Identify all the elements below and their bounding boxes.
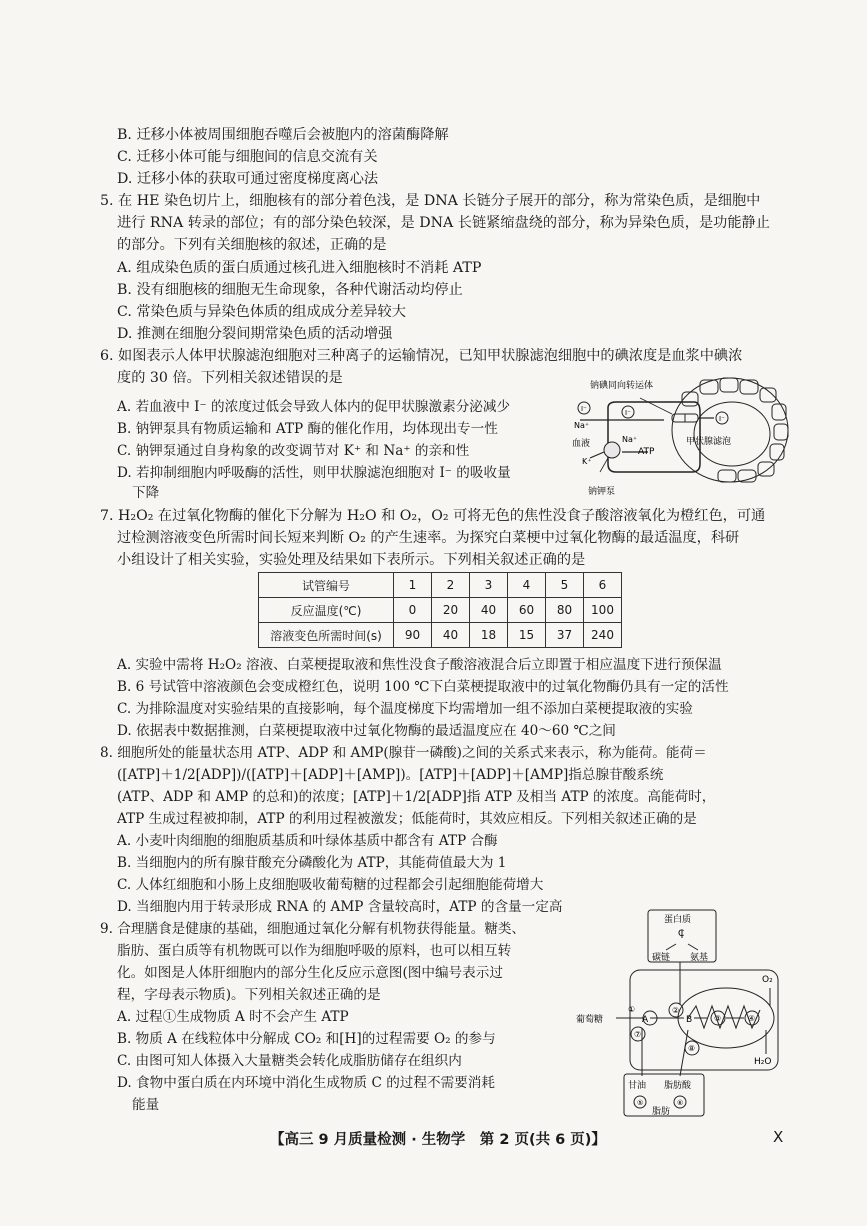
process-4-label: ④ <box>748 1014 756 1023</box>
symporter-label: 钠碘同向转运体 <box>590 381 654 391</box>
q7-stem-line-2: 过检测溶液变色所需时间长短来判断 O₂ 的产生速率。为探究白菜梗中过氧化物酶的最适温度，科研 <box>117 530 740 546</box>
q9-option-a: A. 过程①生成物质 A 时不会产生 ATP <box>117 1009 349 1025</box>
iodide-label-1: I⁻ <box>581 405 587 413</box>
table-cell: 18 <box>470 623 508 648</box>
protein-label: 蛋白质 <box>664 915 692 925</box>
q8-option-a: A. 小麦叶肉细胞的细胞质基质和叶绿体基质中都含有 ATP 合酶 <box>117 833 498 849</box>
table-cell: 240 <box>584 623 622 648</box>
fatty-acid-label: 脂肪酸 <box>664 1081 692 1091</box>
row-header: 溶液变色所需时间(s) <box>259 623 394 648</box>
q9-option-c: C. 由图可知人体摄入大量糖类会转化成脂肪储存在组织内 <box>117 1053 462 1069</box>
table-cell: 40 <box>432 623 470 648</box>
q4-option-d: D. 迁移小体的获取可通过密度梯度离心法 <box>117 171 379 187</box>
process-1-label: ① <box>628 1005 636 1014</box>
row-header: 试管编号 <box>259 573 394 598</box>
o2-label: O₂ <box>762 975 773 985</box>
q6-option-a: A. 若血液中 I⁻ 的浓度过低会导致人体内的促甲状腺激素分泌减少 <box>117 399 511 415</box>
q6-option-d: D. 若抑制细胞内呼吸酶的活性，则甲状腺滤泡细胞对 I⁻ 的吸收量 <box>117 465 511 481</box>
table-row <box>259 598 622 623</box>
table-cell: 4 <box>508 573 546 598</box>
q9-option-b: B. 物质 A 在线粒体中分解成 CO₂ 和[H]的过程需要 O₂ 的参与 <box>117 1031 496 1047</box>
table-cell: 0 <box>394 598 432 623</box>
q8-stem-line-1: 8. 细胞所处的能量状态用 ATP、ADP 和 AMP(腺苷一磷酸)之间的关系式来表示，称为能荷。能荷＝ <box>100 745 707 761</box>
q6-stem-line-1: 6. 如图表示人体甲状腺滤泡细胞对三种离子的运输情况，已知甲状腺滤泡细胞中的碘浓度是血浆中碘浓 <box>100 348 743 364</box>
q4-option-b: B. 迁移小体被周围细胞吞噬后会被胞内的溶菌酶降解 <box>117 127 449 143</box>
q6-stem-line-2: 度的 30 倍。下列相关叙述错误的是 <box>117 370 343 386</box>
process-3-label: ③ <box>714 1014 722 1023</box>
table-cell: 37 <box>546 623 584 648</box>
q6-option-b: B. 钠钾泵具有物质运输和 ATP 酶的催化作用，均体现出专一性 <box>117 421 498 437</box>
q5-option-b: B. 没有细胞核的细胞无生命现象，各种代谢活动均停止 <box>117 282 463 298</box>
table-row <box>259 623 622 648</box>
q9-stem-line-4: 程，字母表示物质)。下列相关叙述正确的是 <box>117 987 381 1003</box>
q7-option-c: C. 为排除温度对实验结果的直接影响，每个温度梯度下均需增加一组不添加白菜梗提取液的实验 <box>117 701 693 717</box>
glycerol-label: 甘油 <box>628 1081 647 1091</box>
q6-option-c: C. 钠钾泵通过自身构象的改变调节对 K⁺ 和 Na⁺ 的亲和性 <box>117 443 470 459</box>
q7-stem-line-1: 7. H₂O₂ 在过氧化物酶的催化下分解为 H₂O 和 O₂，O₂ 可将无色的焦性没食子酸溶液氧化为橙红色，可通 <box>100 508 766 524</box>
q8-stem-line-3: (ATP、ADP 和 AMP 的总和)的浓度；[ATP]＋1/2[ADP]指 ATP 及相当 ATP 的浓度。高能荷时， <box>117 789 716 805</box>
q7-option-d: D. 依据表中数据推测，白菜梗提取液中过氧化物酶的最适温度应在 40～60 ℃之间 <box>117 723 616 739</box>
atp-label: ATP <box>638 447 655 457</box>
table-cell: 40 <box>470 598 508 623</box>
iodide-label-2: I⁻ <box>625 409 631 417</box>
table-row <box>259 573 622 598</box>
thyroid-transport-figure <box>560 372 792 500</box>
table-cell: 80 <box>546 598 584 623</box>
version-mark: X <box>773 1128 784 1146</box>
q7-stem-line-3: 小组设计了相关实验，实验处理及结果如下表所示。下列相关叙述正确的是 <box>117 552 586 568</box>
q8-stem-line-2: ([ATP]＋1/2[ADP])/([ATP]＋[ADP]＋[AMP])。[ATP]＋[ADP]＋[AMP]指总腺苷酸系统 <box>117 767 664 783</box>
page-footer: 【高三 9 月质量检测 · 生物学 第 2 页(共 6 页)】 <box>270 1132 606 1148</box>
q9-stem-line-2: 脂肪、蛋白质等有机物既可以作为细胞呼吸的原料，也可以相互转 <box>117 943 512 959</box>
a-label: A <box>642 1015 649 1025</box>
q5-stem-line-1: 5. 在 HE 染色切片上，细胞核有的部分着色浅，是 DNA 长链分子展开的部分，称为常染色质，是细胞中 <box>100 193 761 209</box>
table-cell: 1 <box>394 573 432 598</box>
row-header: 反应温度(℃) <box>259 598 394 623</box>
blood-label: 血液 <box>572 439 591 449</box>
q5-stem-line-3: 的部分。下列有关细胞核的叙述，正确的是 <box>117 237 387 253</box>
q8-option-b: B. 当细胞内的所有腺苷酸充分磷酸化为 ATP，其能荷值最大为 1 <box>117 855 507 871</box>
q9-option-d: D. 食物中蛋白质在内环境中消化生成物质 C 的过程不需要消耗 <box>117 1075 495 1091</box>
table-cell: 3 <box>470 573 508 598</box>
q8-option-c: C. 人体红细胞和小肠上皮细胞吸收葡萄糖的过程都会引起细胞能荷增大 <box>117 877 544 893</box>
na-label-1: Na⁺ <box>574 421 590 430</box>
table-cell: 6 <box>584 573 622 598</box>
process-5-label: ⑤ <box>637 1099 644 1107</box>
table-cell: 15 <box>508 623 546 648</box>
q9-option-d-cont: 能量 <box>132 1097 160 1113</box>
q4-option-c: C. 迁移小体可能与细胞间的信息交流有关 <box>117 149 378 165</box>
glucose-label: 葡萄糖 <box>576 1015 604 1025</box>
process-6-label: ⑥ <box>677 1099 684 1107</box>
table-cell: 20 <box>432 598 470 623</box>
carbon-chain-label: 碳链 <box>652 953 671 963</box>
liver-metabolism-figure <box>576 906 794 1120</box>
process-8-label: ⑧ <box>688 1044 696 1053</box>
q6-option-d-cont: 下降 <box>132 485 160 501</box>
table-cell: 5 <box>546 573 584 598</box>
q8-option-d: D. 当细胞内用于转录形成 RNA 的 AMP 含量较高时，ATP 的含量一定高 <box>117 899 563 915</box>
pump-label: 钠钾泵 <box>588 487 616 497</box>
b-label: B <box>686 1015 693 1025</box>
table-cell: 90 <box>394 623 432 648</box>
follicle-label: 甲状腺滤泡 <box>686 437 732 447</box>
q5-stem-line-2: 进行 RNA 转录的部位；有的部分染色较深，是 DNA 长链紧缩盘绕的部分，称为异染色质，是功能静止 <box>117 215 770 231</box>
iodide-label-3: I⁻ <box>719 415 725 423</box>
h2o-label: H₂O <box>754 1057 772 1067</box>
pump-icon <box>604 442 620 458</box>
q9-stem-line-3: 化。如图是人体肝细胞内的部分生化反应示意图(图中编号表示过 <box>117 965 503 981</box>
follicle-cells <box>672 378 788 482</box>
q5-option-a: A. 组成染色质的蛋白质通过核孔进入细胞核时不消耗 ATP <box>117 260 482 276</box>
table-cell: 60 <box>508 598 546 623</box>
q7-option-b: B. 6 号试管中溶液颜色会变成橙红色，说明 100 ℃下白菜梗提取液中的过氧化物酶仍具有一定的活性 <box>117 679 729 695</box>
process-2-label: ② <box>672 1006 680 1015</box>
k-label: K⁺ <box>582 457 592 466</box>
c-label: C <box>678 929 685 939</box>
fat-label: 脂肪 <box>652 1107 671 1117</box>
table-cell: 2 <box>432 573 470 598</box>
q7-data-table <box>258 572 622 648</box>
q5-option-d: D. 推测在细胞分裂间期常染色质的活动增强 <box>117 326 393 342</box>
q9-stem-line-1: 9. 合理膳食是健康的基础，细胞通过氧化分解有机物获得能量。糖类、 <box>100 921 526 937</box>
q8-stem-line-4: ATP 生成过程被抑制，ATP 的利用过程被激发；低能荷时，其效应相反。下列相关叙述正确的是 <box>117 811 697 827</box>
process-7-label: ⑦ <box>634 1030 642 1039</box>
q5-option-c: C. 常染色质与异染色体质的组成成分差异较大 <box>117 304 406 320</box>
table-cell: 100 <box>584 598 622 623</box>
na-label-2: Na⁺ <box>622 435 638 444</box>
q7-option-a: A. 实验中需将 H₂O₂ 溶液、白菜梗提取液和焦性没食子酸溶液混合后立即置于相应温度下进行预保温 <box>117 657 722 673</box>
amino-label: 氨基 <box>690 953 709 963</box>
